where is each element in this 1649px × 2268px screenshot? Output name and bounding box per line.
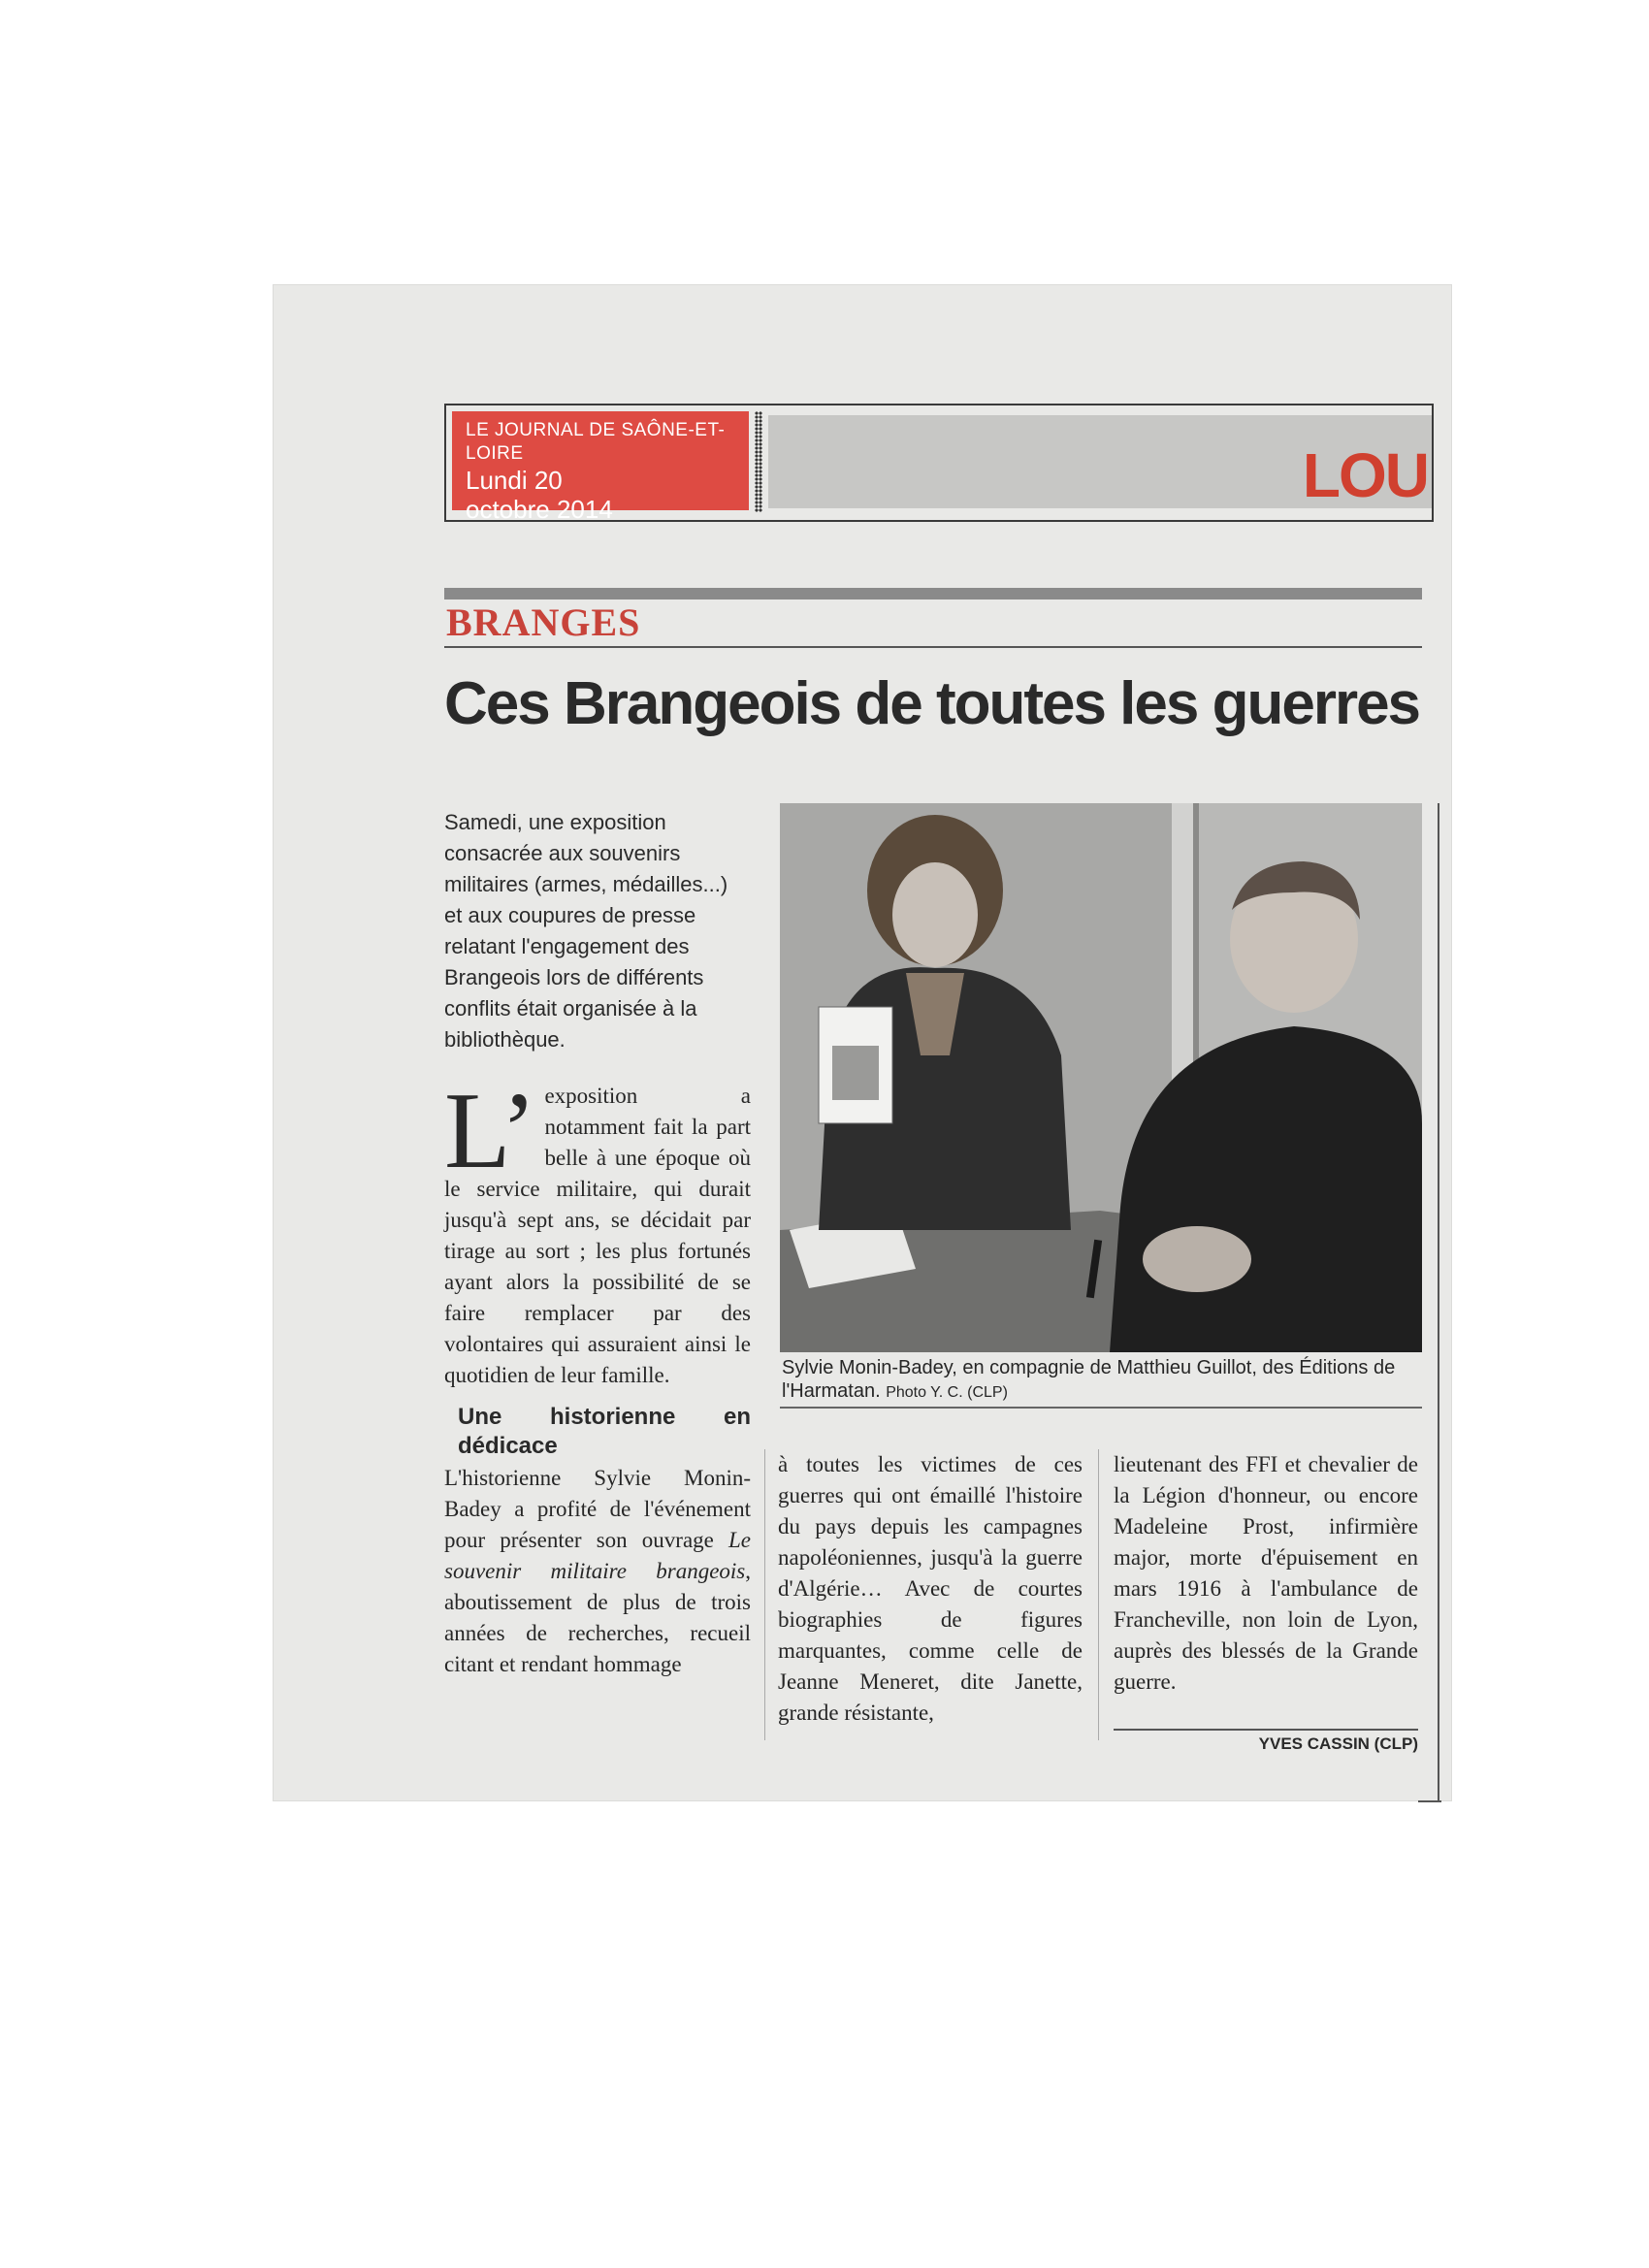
paragraph-3: à toutes les victimes de ces guerres qui ont émaillé l'histoire du pays depuis les campagnes napoléoniennes, jusqu'à la guerre d'Algérie… Avec de courtes biographies de figures marquantes, comme celle de Jeanne Meneret, dite Janette, grande résistante, [778, 1452, 1083, 1725]
headline: Ces Brangeois de toutes les guerres [444, 670, 1420, 737]
page-edge-rule [1418, 1800, 1441, 1802]
photo-illustration [780, 803, 1422, 1352]
dropcap: L’ [444, 1071, 537, 1191]
paragraph-1: exposition a notamment fait la part belle à une époque où le service militaire, qui durait jusqu'à sept ans, se décidait par tirage au sort ; les plus fortunés ayant alors la possibilité de se faire remplacer par des volontaires qui assuraient ainsi le quotidien de leur famille. [444, 1084, 751, 1387]
date-line-2: octobre 2014 [466, 495, 613, 524]
caption-text: Sylvie Monin-Badey, en compagnie de Matthieu Guillot, des Éditions de l'Harmatan. [782, 1357, 1396, 1402]
author-signature: YVES CASSIN (CLP) [1114, 1729, 1418, 1754]
paragraph-4: lieutenant des FFI et chevalier de la Légion d'honneur, ou encore Madeleine Prost, infirmière major, morte d'épuisement en mars 1916 à l'ambulance de Francheville, non loin de Lyon, auprès des blessés de la Grande guerre. [1114, 1452, 1418, 1694]
newspaper-clipping [274, 285, 1451, 1800]
column-2 [778, 1449, 1083, 1729]
masthead [444, 404, 1434, 522]
photo-credit: Photo Y. C. (CLP) [886, 1384, 1008, 1401]
page-edge-rule [1438, 803, 1439, 1802]
rubric-bar [444, 588, 1422, 599]
paragraph-2-start: L'historienne Sylvie Monin-Badey a profité de l'événement pour présenter son ouvrage [444, 1466, 751, 1552]
section-tag: LOU [1302, 440, 1428, 510]
paper-name: LE JOURNAL DE SAÔNE-ET-LOIRE [466, 420, 726, 464]
column-rule [764, 1449, 765, 1740]
rubric-divider [444, 646, 1422, 648]
column-rule [1098, 1449, 1099, 1740]
subhead: Une historienne en dédicace [458, 1404, 751, 1459]
date-block [452, 411, 749, 524]
paragraph-2-end: , aboutissement de plus de trois années de recherches, recueil citant et rendant hommage [444, 1559, 751, 1676]
header-band [768, 415, 1432, 508]
dotted-separator [755, 411, 762, 512]
date-line-1: Lundi 20 [466, 466, 563, 495]
article-photo [780, 803, 1422, 1352]
column-3 [1114, 1449, 1418, 1698]
photo-caption [782, 1356, 1422, 1405]
column-1 [444, 1071, 751, 1680]
rubric: BRANGES [446, 600, 641, 644]
chapo: Samedi, une exposition consacrée aux souvenirs militaires (armes, médailles...) et aux coupures de presse relatant l'engagement des Brangeois lors de différents conflits était organisée à la bibliothèque. [444, 810, 728, 1052]
caption-divider [780, 1407, 1422, 1409]
book-title: Le souvenir militaire brangeois [444, 1528, 751, 1583]
